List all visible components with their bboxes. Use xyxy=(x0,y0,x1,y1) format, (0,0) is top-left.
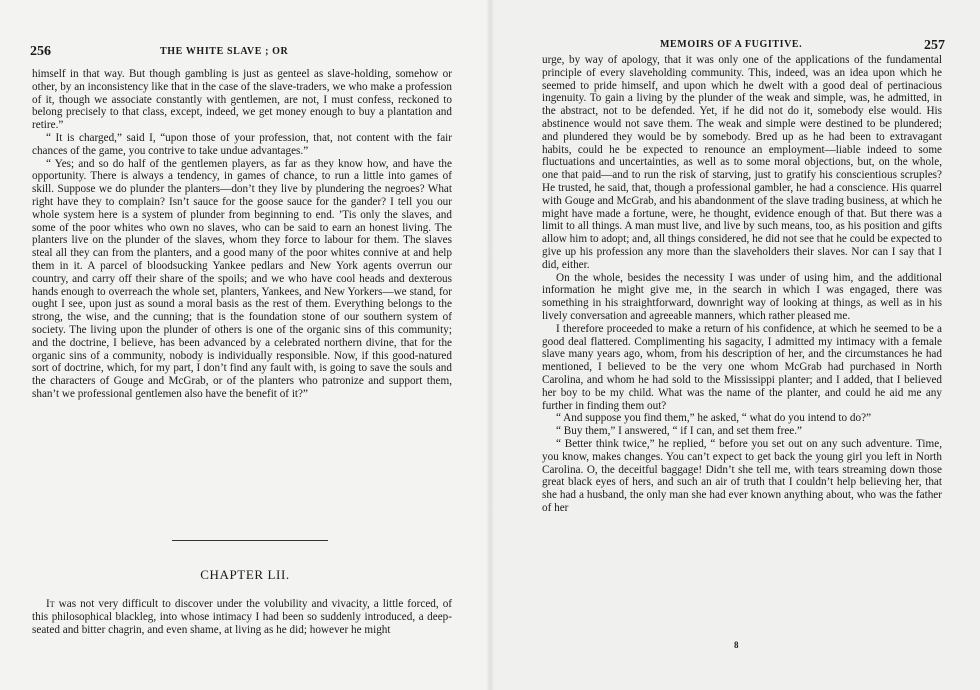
left-body-text xyxy=(32,68,452,401)
left-page-number: 256 xyxy=(30,44,51,59)
paragraph: “ Buy them,” I answered, “ if I can, and set them free.” xyxy=(556,425,803,438)
right-page xyxy=(490,0,980,690)
paragraph: himself in that way. But though gambling is just as genteel as slave-holding, somehow or other, by an inconsistency like that in the case of the slave-traders, we who make a profession of it, though we associate constantly with gentlemen, are not, I must confess, reckoned to belong precisely to that class, except, indeed, we get money enough to buy a plantation and retire.” xyxy=(32,68,452,132)
paragraph: I therefore proceeded to make a return of his confidence, at which he seemed to be a good deal flattered. Complimenting his sagacity, I admitted my intimacy with a female slave many years ago, whom, from his description of her, and the circumstances he had mentioned, I believed to be the very one whom McGrab had purchased in North Carolina, and whom he had sold to the Mississippi planter; and I added, that I believed her boy to be my child. What was the name of the planter, and could he aid me any further in finding them out? xyxy=(542,322,942,412)
chapter-opening-word: It xyxy=(46,598,55,610)
chapter-body-text xyxy=(32,598,452,636)
paragraph: “ It is charged,” said I, “upon those of your profession, that, not content with the fair chances of the game, you contrive to take undue advantages.” xyxy=(32,131,452,157)
left-running-head: THE WHITE SLAVE ; OR xyxy=(160,46,289,57)
right-page-number: 257 xyxy=(924,38,945,53)
paragraph: urge, by way of apology, that it was only one of the applications of the fundamental principle of every slaveholding community. This, indeed, was an idea upon which he seemed to pride himself, and upon which he dwelt with a good deal of pertinacious ingenuity. To gain a living by the plunder of the weak and simple, was, he admitted, in the abstract, not to be defended. Yet, if he did not do it, somebody else would. His abstinence would not save them. The weak and simple were destined to be plundered; and plundered they would be by somebody. Bred up as he had been to extravagant habits, could he be expected to renounce an employment—liable indeed to some fluctuations and uncertainties, as well as to some moral objections, but, on the whole, one that paid—and to run the risk of starving, just to gratify his conscientious scruples? He trusted, he said, that, though a professional gambler, he had a conscience. His quarrel with Gouge and McGrab, and his abandonment of the slave trading business, at which he might have made a fortune, were, he thought, evidence enough of that. But there was a limit to all things. A man must live, and live by such means, too, as his position and gifts allow him to adopt; and, all things considered, he did not see that he could be expected to give up his profession any more than the slaveholders their slaves. Nor can I say that I did, either. xyxy=(542,54,942,271)
paragraph: “ Better think twice,” he replied, “ before you set out on any such adventure. Time, you know, makes changes. You can’t expect to get back the young girl you left in North Carolina. O, the deceitful baggage! Didn’t she tell me, with tears streaming down those great black eyes of hers, and such an air of truth that I couldn’t help believing her, that she had a husband, the only man she had ever known anything about, who was the father of her xyxy=(542,437,942,514)
chapter-heading: CHAPTER LII. xyxy=(200,567,290,582)
chapter-paragraph-text: was not very difficult to discover under the volubility and vivacity, a little forced, of this philosophical blackleg, into whose intimacy I had been so suddenly introduced, a deep-seated and bitter chagrin, and even shame, at living as he did; however he might xyxy=(32,598,453,636)
paragraph: On the whole, besides the necessity I was under of using him, and the additional information he might give me, in the search in which I was engaged, there was something in his straightforward, downright way of looking at things, as well as in his lively conversation and agreeable manners, which rather pleased me. xyxy=(542,271,942,322)
section-divider xyxy=(172,540,328,541)
book-gutter xyxy=(486,0,494,690)
chapter-paragraph xyxy=(32,598,452,636)
right-body-text xyxy=(542,54,942,515)
paragraph: “ And suppose you find them,” he asked, “ what do you intend to do?” xyxy=(556,412,872,425)
signature-mark: 8 xyxy=(734,640,739,650)
right-running-head: MEMOIRS OF A FUGITIVE. xyxy=(660,39,803,50)
paragraph: “ Yes; and so do half of the gentlemen players, as far as they know how, and have the opportunity. There is always a tendency, in games of chance, to run a little into games of skill. Suppose we do plunder the planters—don’t they live by plundering the negroes? What right have they to complain? Isn’t sauce for the goose sauce for the gander? I tell you our whole system here is a system of plunder from beginning to end. ’Tis only the slaves, and some of the poor whites who own no slaves, who can be said to earn an honest living. The planters live on the plunder of the slaves, whom they force to labour for them. The slaves steal all they can from the planters, and a good many of the poor whites connive at and help them in it. A parcel of bloodsucking Yankee pedlars and New York agents overrun our country, and carry off their share of the spoils; and we who have cool heads and dexterous hands enough to overreach the whole set, planters, Yankees, and New Yorkers—we stand, for ought I see, upon just as sound a moral basis as the rest of them. Everything belongs to the strong, the wise, and the cunning; that is the foundation stone of our southern system of society. The living upon the plunder of others is one of the organic sins of this community; and the doctrine, I believe, has been advanced by a celebrated northern divine, that for the organic sins of a community, nobody is individually responsible. Now, if this good-natured sort of doctrine, which, for my part, I don’t find any fault with, is going to save the souls and the characters of Gouge and McGrab, or of the planters who patronize and support them, shan’t we professional gentlemen also have the benefit of it?” xyxy=(32,157,452,400)
